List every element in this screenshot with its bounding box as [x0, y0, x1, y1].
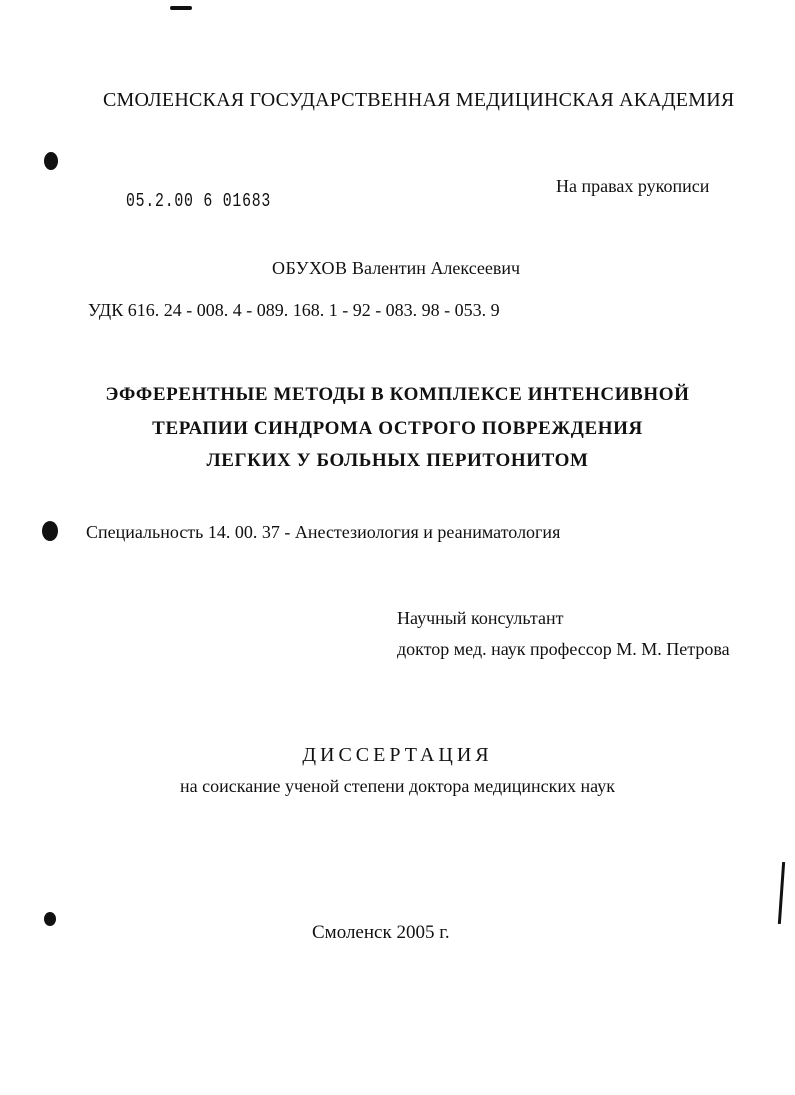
advisor-name: доктор мед. наук профессор М. М. Петрова: [397, 639, 730, 659]
scan-edge-mark: [778, 862, 785, 924]
author-surname: ОБУХОВ: [272, 258, 348, 278]
manuscript-rights-note: На правах рукописи: [556, 176, 710, 196]
thesis-title-line-3: ЛЕГКИХ У БОЛЬНЫХ ПЕРИТОНИТОМ: [206, 450, 589, 471]
thesis-title-line-2: ТЕРАПИИ СИНДРОМА ОСТРОГО ПОВРЕЖДЕНИЯ: [152, 418, 643, 439]
specialty: Специальность 14. 00. 37 - Анестезиология и реаниматология: [86, 522, 561, 542]
scan-artifact-top: [170, 6, 192, 10]
thesis-title-line-1: ЭФФЕРЕНТНЫЕ МЕТОДЫ В КОМПЛЕКСЕ ИНТЕНСИВНОЙ: [105, 384, 690, 405]
binder-hole-3: [44, 912, 56, 926]
advisor-label: Научный консультант: [397, 608, 564, 628]
archive-stamp: 05.2.00 6 01683: [126, 190, 272, 212]
city-and-year: Смоленск 2005 г.: [312, 922, 450, 943]
institution-name: СМОЛЕНСКАЯ ГОСУДАРСТВЕННАЯ МЕДИЦИНСКАЯ АКАДЕМИЯ: [103, 89, 735, 111]
document-type: ДИССЕРТАЦИЯ: [302, 744, 493, 766]
binder-hole-2: [42, 521, 58, 541]
author-patronymic: Алексеевич: [430, 258, 521, 278]
udk-code: УДК 616. 24 - 008. 4 - 089. 168. 1 - 92 - 083. 98 - 053. 9: [88, 300, 500, 320]
binder-hole-1: [44, 152, 58, 170]
degree-sought: на соискание ученой степени доктора медицинских наук: [180, 776, 615, 796]
author-name: [272, 258, 520, 279]
author-first-name: Валентин: [352, 258, 426, 278]
